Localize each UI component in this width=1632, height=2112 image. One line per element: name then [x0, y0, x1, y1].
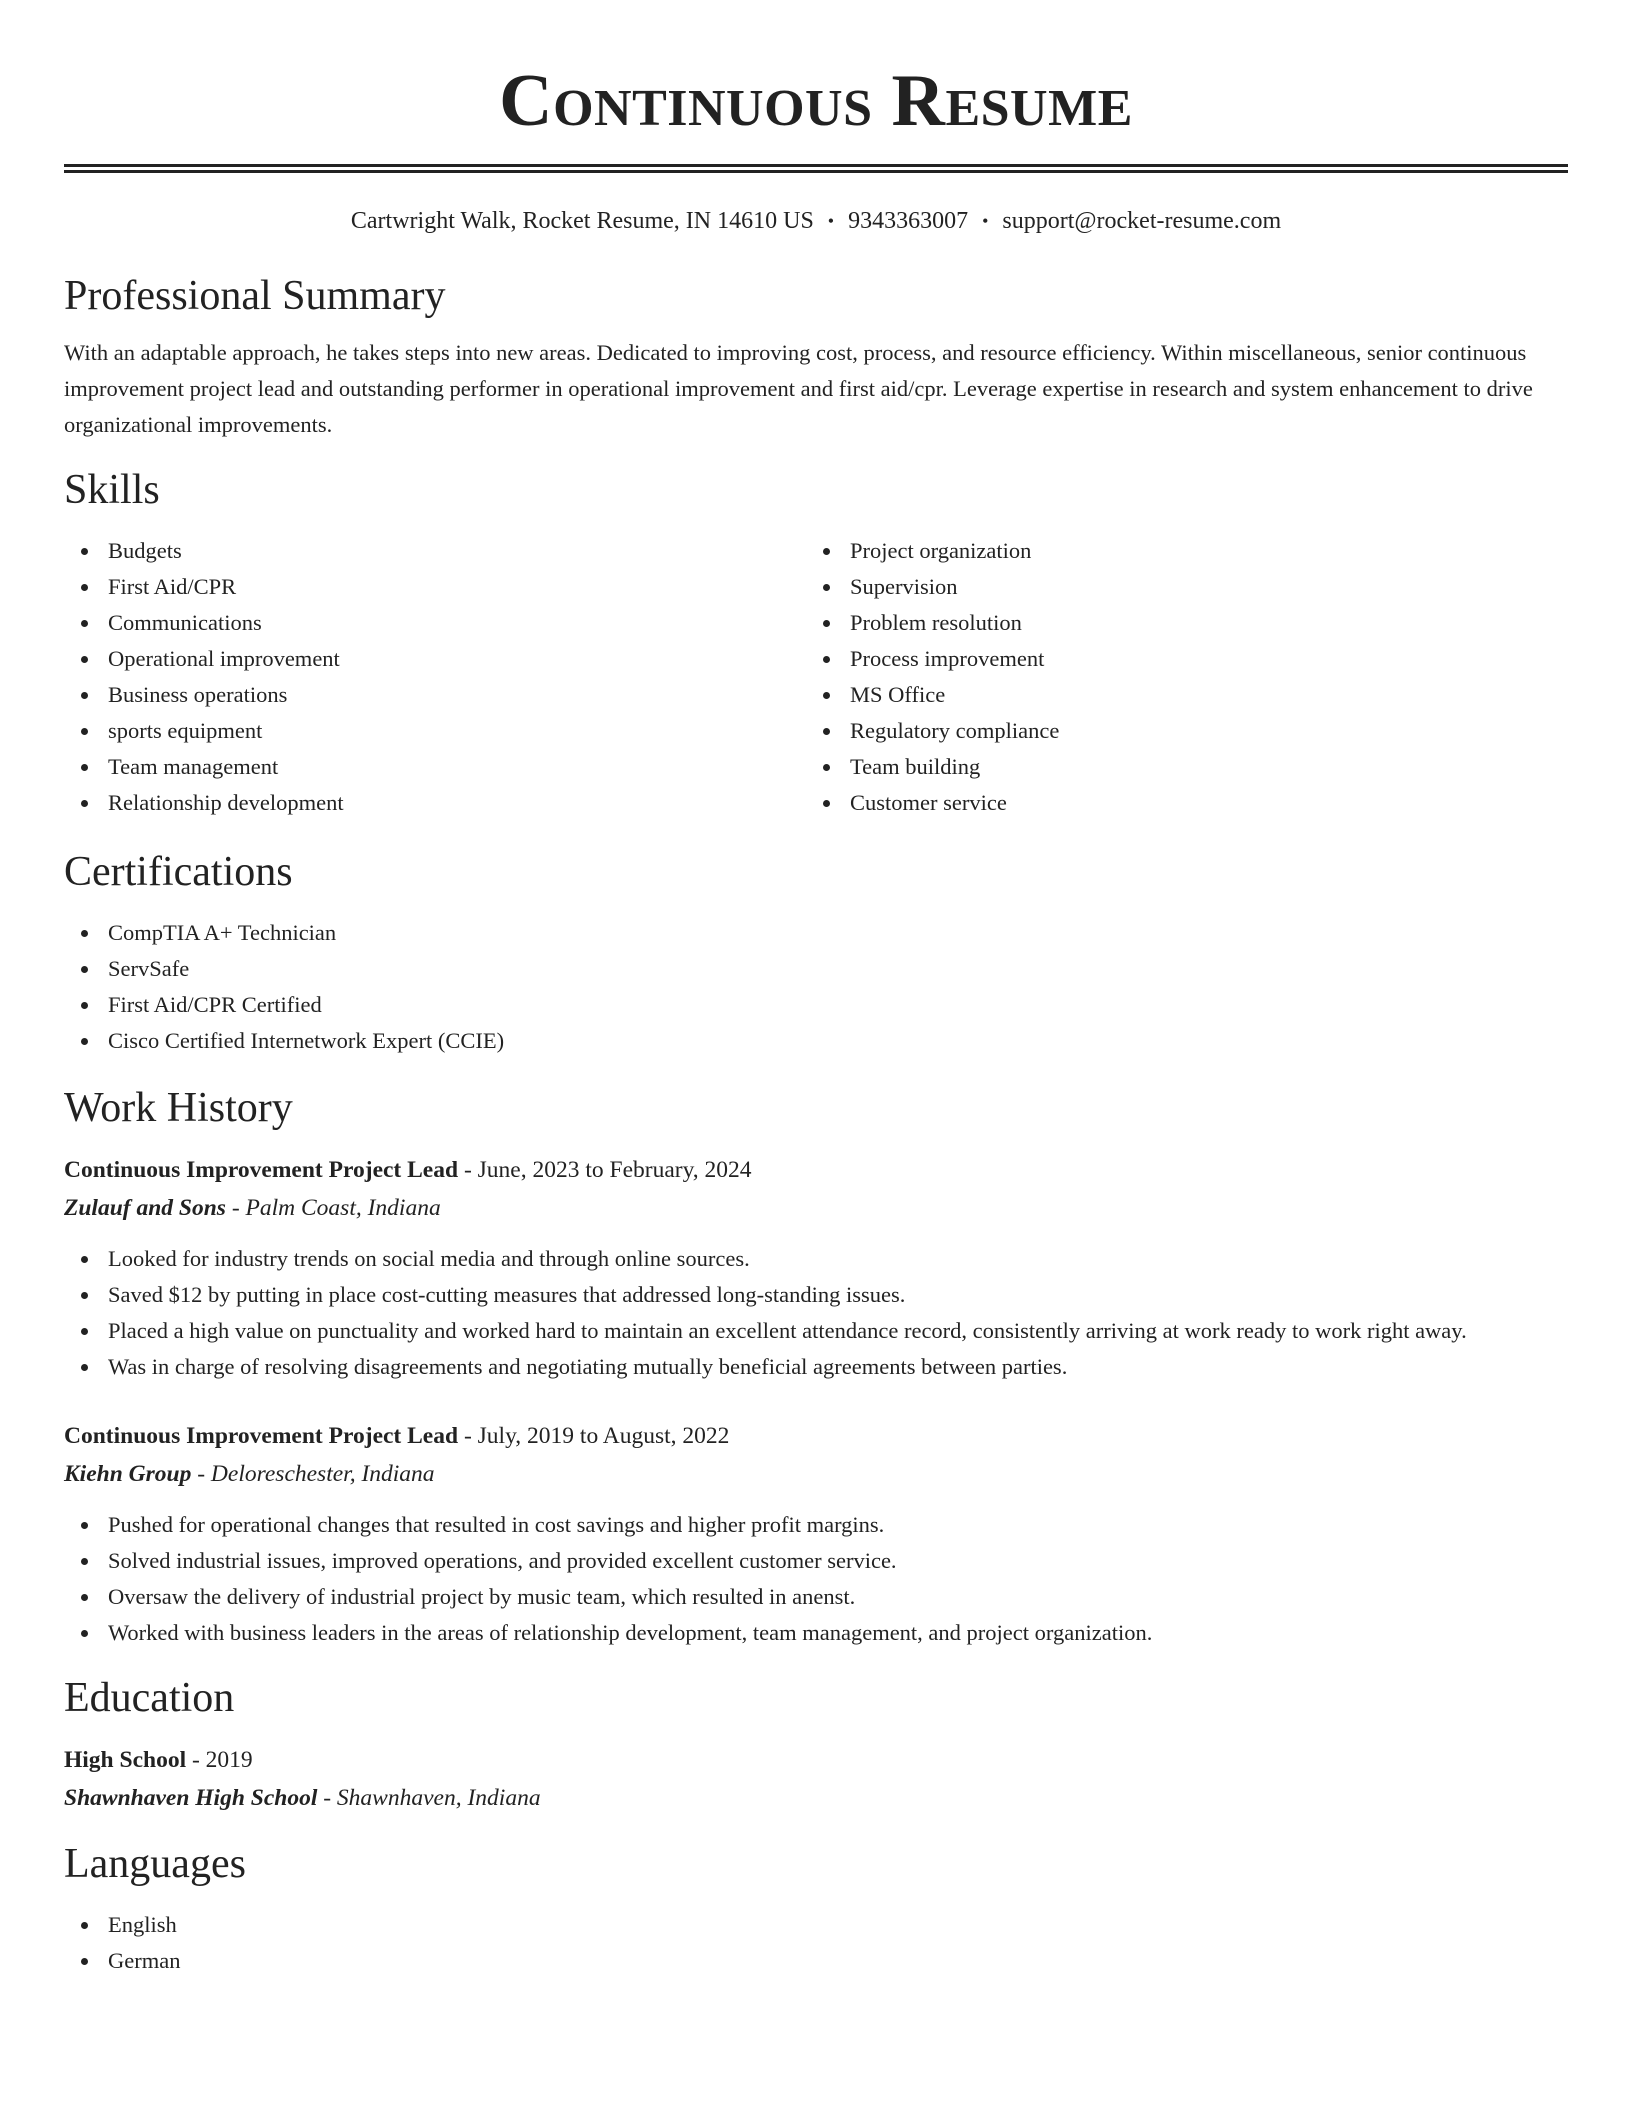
skills-column-right [806, 533, 1548, 821]
skill-item: Process improvement [806, 641, 1548, 677]
skills-column-left [64, 533, 806, 821]
skill-item: Team management [64, 749, 806, 785]
education-school: Shawnhaven High School [64, 1785, 318, 1811]
skill-item: sports equipment [64, 713, 806, 749]
skills-grid [64, 533, 1568, 821]
job-bullet-list [64, 1241, 1568, 1385]
contact-address: Cartwright Walk, Rocket Resume, IN 14610 US [350, 208, 814, 234]
skill-item: Budgets [64, 533, 806, 569]
language-item: German [64, 1943, 1568, 1979]
job-bullet: Placed a high value on punctuality and worked hard to maintain an excellent attendance record, consistently arriving at work ready to work right away. [64, 1313, 1568, 1349]
skill-item: Business operations [64, 677, 806, 713]
skill-item: Communications [64, 605, 806, 641]
job-bullet: Worked with business leaders in the areas of relationship development, team management, and project organization. [64, 1615, 1568, 1651]
job-company: Zulauf and Sons [64, 1195, 226, 1221]
certifications-heading: Certifications [64, 849, 293, 895]
education-school-line [64, 1779, 1568, 1817]
skill-item: Operational improvement [64, 641, 806, 677]
contact-separator: • [982, 211, 989, 231]
job-entry [64, 1151, 1568, 1385]
job-bullet-list [64, 1507, 1568, 1651]
job-dates: - June, 2023 to February, 2024 [458, 1157, 752, 1183]
languages-list [64, 1907, 1568, 1979]
skill-item: Problem resolution [806, 605, 1548, 641]
job-bullet: Pushed for operational changes that resulted in cost savings and higher profit margins. [64, 1507, 1568, 1543]
job-bullet: Oversaw the delivery of industrial project by music team, which resulted in anenst. [64, 1579, 1568, 1615]
skills-list-left [64, 533, 806, 821]
job-role: Continuous Improvement Project Lead [64, 1423, 459, 1449]
skill-item: Regulatory compliance [806, 713, 1548, 749]
contact-email: support@rocket-resume.com [1002, 208, 1282, 234]
skill-item: First Aid/CPR [64, 569, 806, 605]
job-location: - Palm Coast, Indiana [225, 1195, 441, 1221]
certification-item: First Aid/CPR Certified [64, 987, 1568, 1023]
header-divider [64, 164, 1568, 173]
skill-item: Supervision [806, 569, 1548, 605]
education-degree-line [64, 1741, 1568, 1779]
job-company-line [64, 1455, 1568, 1493]
contact-separator: • [827, 211, 835, 231]
skills-heading: Skills [64, 467, 160, 513]
education-heading: Education [64, 1675, 235, 1721]
certifications-list [64, 915, 1568, 1059]
work-history-heading: Work History [64, 1085, 293, 1131]
summary-heading: Professional Summary [64, 273, 446, 319]
education-year: - 2019 [186, 1747, 253, 1773]
languages-heading: Languages [64, 1841, 246, 1887]
certification-item: Cisco Certified Internetwork Expert (CCIE) [64, 1023, 1568, 1059]
job-bullet: Solved industrial issues, improved operations, and provided excellent customer service. [64, 1543, 1568, 1579]
language-item: English [64, 1907, 1568, 1943]
job-title-line [64, 1151, 1568, 1189]
summary-text: With an adaptable approach, he takes steps into new areas. Dedicated to improving cost, process, and resource efficiency. Within miscellaneous, senior continuous improvement project lead and outstanding performer in operational improvement and first aid/cpr. Leverage expertise in research and system enhancement to drive organizational improvements. [64, 340, 1533, 437]
job-bullet: Saved $12 by putting in place cost-cutting measures that addressed long-standing issues. [64, 1277, 1568, 1313]
job-location: - Deloreschester, Indiana [191, 1461, 435, 1487]
resume-name: Continuous Resume [499, 60, 1133, 142]
certification-item: ServSafe [64, 951, 1568, 987]
job-company-line [64, 1189, 1568, 1227]
skill-item: Customer service [806, 785, 1548, 821]
education-degree: High School [64, 1747, 187, 1773]
job-bullet: Looked for industry trends on social media and through online sources. [64, 1241, 1568, 1277]
job-entry [64, 1417, 1568, 1651]
job-company: Kiehn Group [64, 1461, 192, 1487]
job-bullet: Was in charge of resolving disagreements and negotiating mutually beneficial agreements between parties. [64, 1349, 1568, 1385]
job-title-line [64, 1417, 1568, 1455]
skill-item: Project organization [806, 533, 1548, 569]
skill-item: MS Office [806, 677, 1548, 713]
certification-item: CompTIA A+ Technician [64, 915, 1568, 951]
skill-item: Relationship development [64, 785, 806, 821]
contact-phone: 9343363007 [848, 208, 969, 234]
contact-line [64, 205, 1568, 237]
education-entry [64, 1741, 1568, 1817]
job-dates: - July, 2019 to August, 2022 [458, 1423, 730, 1449]
education-location: - Shawnhaven, Indiana [317, 1785, 541, 1811]
job-role: Continuous Improvement Project Lead [64, 1157, 459, 1183]
skill-item: Team building [806, 749, 1548, 785]
skills-list-right [806, 533, 1548, 821]
